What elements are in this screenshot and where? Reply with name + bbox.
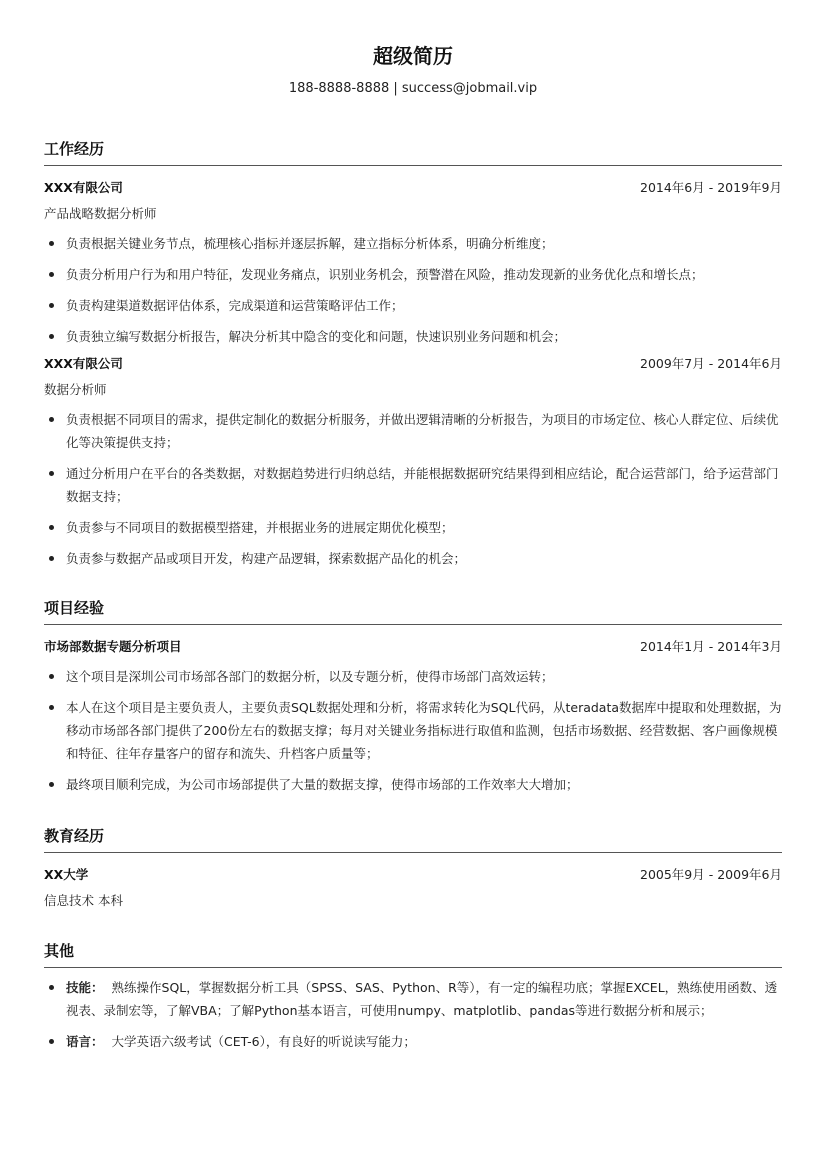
section-project: [44, 598, 782, 796]
bullet-item: [44, 294, 782, 317]
section-title-education: 教育经历: [44, 826, 782, 853]
bullet-text: 负责构建渠道数据评估体系，完成渠道和运营策略评估工作；: [66, 298, 404, 313]
bullet-item: [44, 976, 782, 1022]
bullet-dot-icon: [49, 556, 54, 561]
resume-name: 超级简历: [373, 44, 453, 68]
company-name: XXX有限公司: [44, 356, 123, 371]
bullet-item: [44, 547, 782, 570]
entry-header: [44, 637, 782, 657]
bullet-item: [44, 263, 782, 286]
bullet-list: [44, 976, 782, 1053]
entry-header: [44, 865, 782, 885]
bullet-text: 负责参与数据产品或项目开发，构建产品逻辑，探索数据产品化的机会；: [66, 551, 467, 566]
bullet-item: [44, 516, 782, 539]
section-education: [44, 826, 782, 911]
entry-header: [44, 354, 782, 374]
bullet-list: [44, 665, 782, 796]
bullet-text: 负责根据关键业务节点，梳理核心指标并逐层拆解，建立指标分析体系，明确分析维度；: [66, 236, 554, 251]
bullet-item: [44, 1030, 782, 1053]
bullet-dot-icon: [49, 241, 54, 246]
degree: 信息技术 本科: [44, 893, 123, 908]
bullet-text: 负责独立编写数据分析报告，解决分析其中隐含的变化和问题，快速识别业务问题和机会；: [66, 329, 567, 344]
bullet-text: 本人在这个项目是主要负责人，主要负责SQL数据处理和分析，将需求转化为SQL代码，从teradata数据库中提取和处理数据，为移动市场部各部门提供了200份左右的数据支撑；每月对关键业务指标进行取值和监测，包括市场数据、经营数据、客户画像规模和特征、往年存量客户的留存和流失、升档客户质量等；: [66, 700, 782, 761]
section-title-other: 其他: [44, 941, 782, 968]
date-range: 2009年7月 - 2014年6月: [640, 356, 782, 371]
bullet-item: [44, 773, 782, 796]
bullet-dot-icon: [49, 985, 54, 990]
bullet-text: 最终项目顺利完成，为公司市场部提供了大量的数据支撑，使得市场部的工作效率大大增加；: [66, 777, 579, 792]
language-label: 语言：: [66, 1034, 104, 1049]
work-entry: [44, 354, 782, 570]
bullet-list: [44, 232, 782, 348]
project-entry: [44, 637, 782, 796]
bullet-dot-icon: [49, 272, 54, 277]
section-title-project: 项目经验: [44, 598, 782, 625]
school-name: XX大学: [44, 867, 89, 882]
bullet-dot-icon: [49, 303, 54, 308]
job-title: 数据分析师: [44, 382, 107, 397]
bullet-text: 这个项目是深圳公司市场部各部门的数据分析，以及专题分析，使得市场部门高效运转；: [66, 669, 554, 684]
bullet-item: [44, 696, 782, 765]
education-entry: [44, 865, 782, 911]
project-name: 市场部数据专题分析项目: [44, 639, 182, 654]
bullet-text: 负责分析用户行为和用户特征，发现业务痛点，识别业务机会，预警潜在风险，推动发现新的业务优化点和增长点；: [66, 267, 704, 282]
bullet-dot-icon: [49, 782, 54, 787]
bullet-list: [44, 408, 782, 570]
entry-header: [44, 178, 782, 198]
date-range: 2005年9月 - 2009年6月: [640, 867, 782, 882]
date-range: 2014年6月 - 2019年9月: [640, 180, 782, 195]
bullet-item: [44, 408, 782, 454]
bullet-item: [44, 665, 782, 688]
skill-label: 技能：: [66, 980, 104, 995]
bullet-dot-icon: [49, 1039, 54, 1044]
section-other: [44, 941, 782, 1053]
job-title: 产品战略数据分析师: [44, 206, 157, 221]
bullet-item: [44, 232, 782, 255]
bullet-dot-icon: [49, 525, 54, 530]
bullet-dot-icon: [49, 417, 54, 422]
date-range: 2014年1月 - 2014年3月: [640, 639, 782, 654]
section-work: [44, 139, 782, 570]
bullet-dot-icon: [49, 471, 54, 476]
bullet-text: 通过分析用户在平台的各类数据，对数据趋势进行归纳总结，并能根据数据研究结果得到相应结论，配合运营部门，给予运营部门数据支持；: [66, 466, 779, 504]
contact-info: 188-8888-8888 | success@jobmail.vip: [288, 81, 538, 96]
section-title-work: 工作经历: [44, 139, 782, 166]
company-name: XXX有限公司: [44, 180, 123, 195]
bullet-item: [44, 325, 782, 348]
bullet-dot-icon: [49, 674, 54, 679]
skill-text: 熟练操作SQL，掌握数据分析工具（SPSS、SAS、Python、R等），有一定的编程功底；掌握EXCEL，熟练使用函数、透视表、录制宏等，了解VBA；了解Python基本语言，可使用numpy、matplotlib、pandas等进行数据分析和展示；: [66, 980, 778, 1018]
bullet-dot-icon: [49, 705, 54, 710]
bullet-text: 负责参与不同项目的数据模型搭建，并根据业务的进展定期优化模型；: [66, 520, 454, 535]
bullet-item: [44, 462, 782, 508]
work-entry: [44, 178, 782, 348]
bullet-dot-icon: [49, 334, 54, 339]
bullet-text: 负责根据不同项目的需求，提供定制化的数据分析服务，并做出逻辑清晰的分析报告，为项目的市场定位、核心人群定位、后续优化等决策提供支持；: [66, 412, 779, 450]
language-text: 大学英语六级考试（CET-6），有良好的听说读写能力；: [111, 1034, 416, 1049]
